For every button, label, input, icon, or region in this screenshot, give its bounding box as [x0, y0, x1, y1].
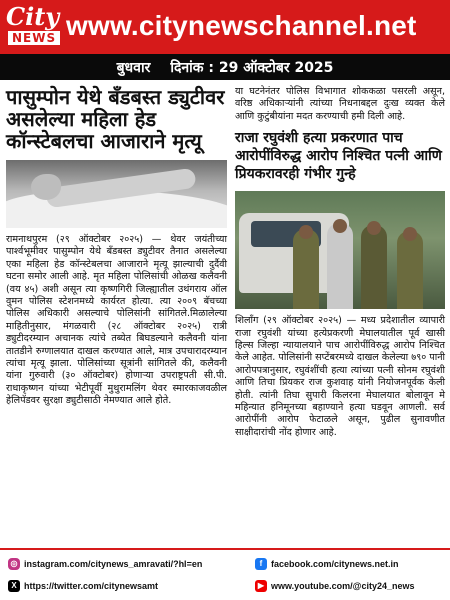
right-article-body: शिलाँग (२९ ऑक्टोबर २०२५) — मध्य प्रदेशातील व्यापारी राजा रघुवंशी यांच्या हत्येप्रकरणी मेघालयातील पूर्व खासी हिल्स जिल्हा न्यायालयाने पाच आरोपींविरुद्ध आरोप निश्चित केले आहेत. पोलिसांनी सप्टेंबरमध्ये दाखल केलेल्या ७९० पानी आरोपपत्रानुसार, रघुवंशींची हत्या त्यांच्या पत्नी सोनम रघुवंशी आणि तिचा प्रियकर राज कुशवाह यांनी नियोजनपूर्वक केली होती. त्यांनी तिघा सुपारी किलरना मेघालयात बोलावून मे महिन्यात हनिमूनच्या बहाण्याने हत्या घडवून आणली. सर्व आरोपींनी आरोप फेटाळले असून, पुढील सुनावणीत साक्षीदारांची नोंद होणार आहे. — [235, 315, 445, 438]
youtube-icon: ▶ — [255, 580, 267, 592]
right-article — [235, 86, 445, 439]
facebook-text: facebook.com/citynews.net.in — [271, 559, 399, 569]
left-headline: पासुम्पोन येथे बँडबस्त ड्युटीवर असलेल्या महिला हेड कॉन्स्टेबलचा आजाराने मृत्यू — [6, 85, 225, 153]
facebook-link[interactable] — [255, 558, 399, 570]
instagram-text: instagram.com/citynews_amravati/?hl=en — [24, 559, 203, 569]
instagram-link[interactable] — [8, 558, 202, 570]
youtube-text: www.youtube.com/@city24_news — [271, 581, 415, 591]
twitter-link[interactable] — [8, 580, 158, 592]
date-label: दिनांक : 29 ऑक्टोबर 2025 — [170, 59, 334, 76]
site-url[interactable]: www.citynewschannel.net — [66, 10, 417, 41]
instagram-icon: ◎ — [8, 558, 20, 570]
facebook-icon: f — [255, 558, 267, 570]
left-article-body: रामनाथपुरम (२९ ऑक्टोबर २०२५) — थेवर जयंतीच्या पार्श्वभूमीवर पासुम्पोन येथे बँडबस्त ड्युटीवर तैनात असलेल्या एका महिला हेड कॉन्स्टेबलचा आजाराने मृत्यू झाल्याची दुर्दैवी घटना समोर आली आहे. मृत महिला पोलिसांची ओळख कलैवनी (वय ४५) अशी असून त्या कृष्णगिरी जिल्ह्यातील उथंगराय ऑल वुमन पोलिस स्टेशनमध्ये कार्यरत होत्या. त्या २००९ बॅचच्या पोलिस अधिकारी असल्याचे पोलिसांनी सांगितले.मिळालेल्या माहितीनुसार, मंगळवारी (२८ ऑक्टोबर २०२५) रात्री ड्युटीदरम्यान अचानक त्यांचे तब्येत बिघडल्याने कलैवनी यांना तातडीने रुग्णालयात दाखल करण्यात आले, मात्र उपचारादरम्यान त्यांचा मृत्यू झाला. पोलिसांच्या सूत्रांनी सांगितले की, कलैवनी यांना गुरुवारी (३० ऑक्टोबर) होणाऱ्या उपराष्ट्रपती सी.पी. राधाकृष्णन यांच्या भेटीपूर्वी मुथुरामलिंग थेवर स्मारकाजवळील हेलिपॅडवर सुरक्षा ड्युटीसाठी नेमण्यात आले होते. — [6, 234, 227, 407]
right-intro-text: या घटनेनंतर पोलिस विभागात शोककळा पसरली असून, वरिष्ठ अधिकाऱ्यांनी त्यांच्या निधनाबद्दल दुःख व्यक्त केले आणि कुटुंबीयांना मदत करण्याची हमी दिली आहे. — [235, 86, 445, 122]
date-bar — [0, 54, 450, 80]
hospital-bed-hand-photo — [6, 160, 227, 228]
day-label: बुधवार — [116, 59, 151, 76]
social-footer — [0, 548, 450, 600]
right-headline: राजा रघुवंशी हत्या प्रकरणात पाच आरोपींविरुद्ध आरोप निश्चित पत्नी आणि प्रियकरावरही गंभीर गुन्हे — [235, 130, 442, 183]
x-icon: X — [8, 580, 20, 592]
left-article — [6, 86, 227, 408]
youtube-link[interactable] — [255, 580, 414, 592]
masthead — [0, 0, 450, 54]
city-news-logo — [4, 4, 62, 50]
twitter-text: https://twitter.com/citynewsamt — [24, 581, 159, 591]
police-vehicle-photo — [235, 191, 445, 309]
logo-city-text: City — [6, 2, 60, 31]
logo-news-text: NEWS — [8, 31, 60, 45]
